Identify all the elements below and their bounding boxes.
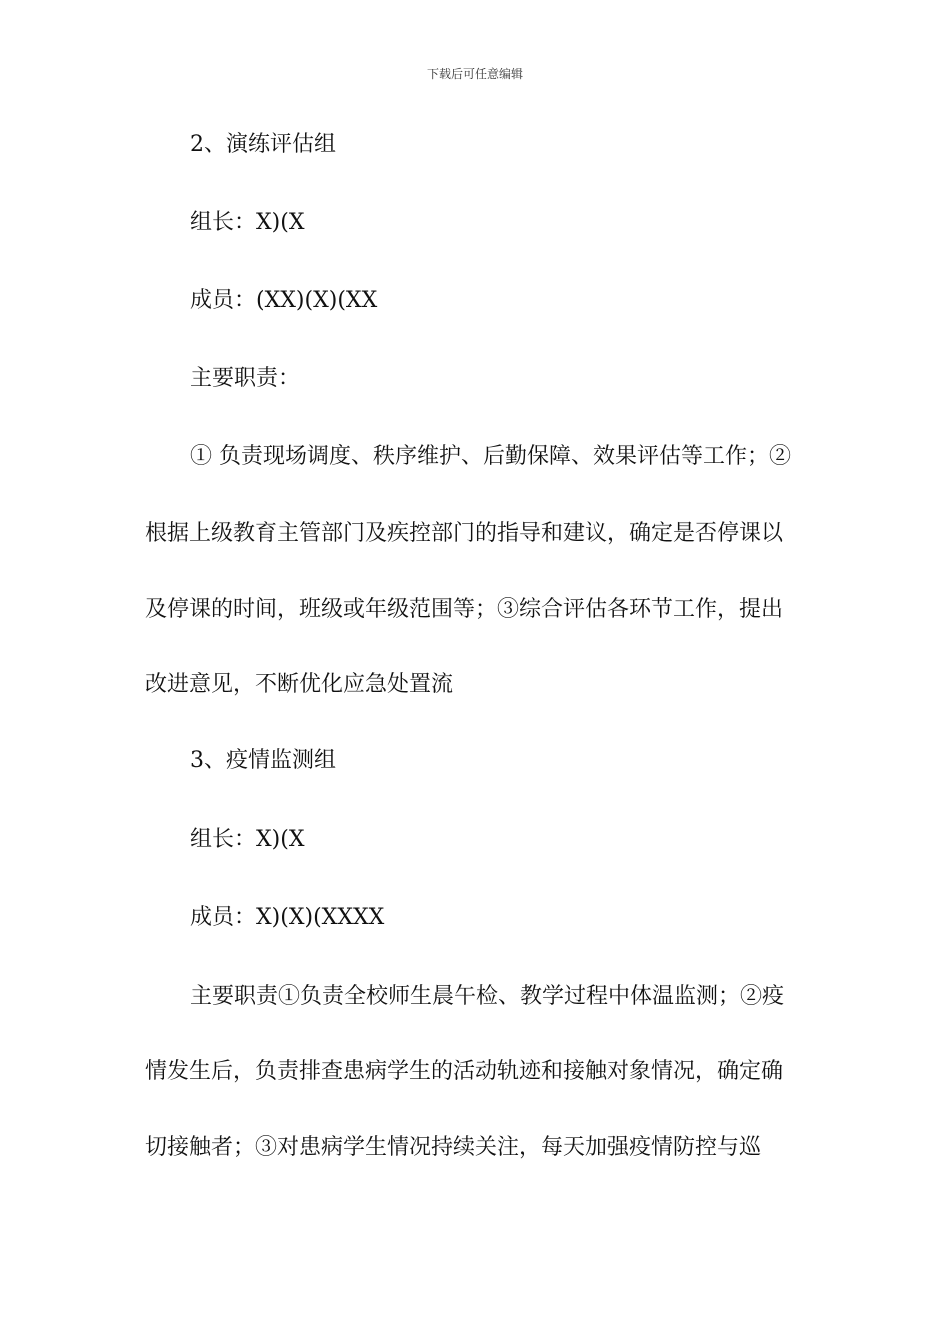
paragraph-line: 情发生后，负责排查患病学生的活动轨迹和接触对象情况，确定确 [145, 1059, 784, 1084]
paragraph-line: 主要职责①负责全校师生晨午检、教学过程中体温监测；②疫 [190, 984, 785, 1009]
group-leader-line: 组长：X)(X [190, 827, 305, 852]
paragraph-line: 及停课的时间，班级或年级范围等；③综合评估各环节工作，提出 [145, 597, 784, 622]
group-members-line: 成员：X)(X)(XXXX [190, 905, 385, 930]
main-duties-label: 主要职责： [190, 366, 301, 391]
section-heading-evaluation-group: 2、演练评估组 [190, 132, 336, 157]
paragraph-line: 改进意见，不断优化应急处置流 [145, 672, 454, 697]
paragraph-line: 根据上级教育主管部门及疾控部门的指导和建议，确定是否停课以 [145, 521, 784, 546]
page-header: 下载后可任意编辑 [426, 67, 523, 81]
paragraph-line: 切接触者；③对患病学生情况持续关注，每天加强疫情防控与巡 [145, 1135, 762, 1160]
paragraph-line: ① 负责现场调度、秩序维护、后勤保障、效果评估等工作；② [190, 444, 791, 469]
group-leader-line: 组长：X)(X [190, 210, 305, 235]
group-members-line: 成员：(XX)(X)(XX [190, 288, 378, 313]
section-heading-monitoring-group: 3、疫情监测组 [190, 748, 336, 773]
